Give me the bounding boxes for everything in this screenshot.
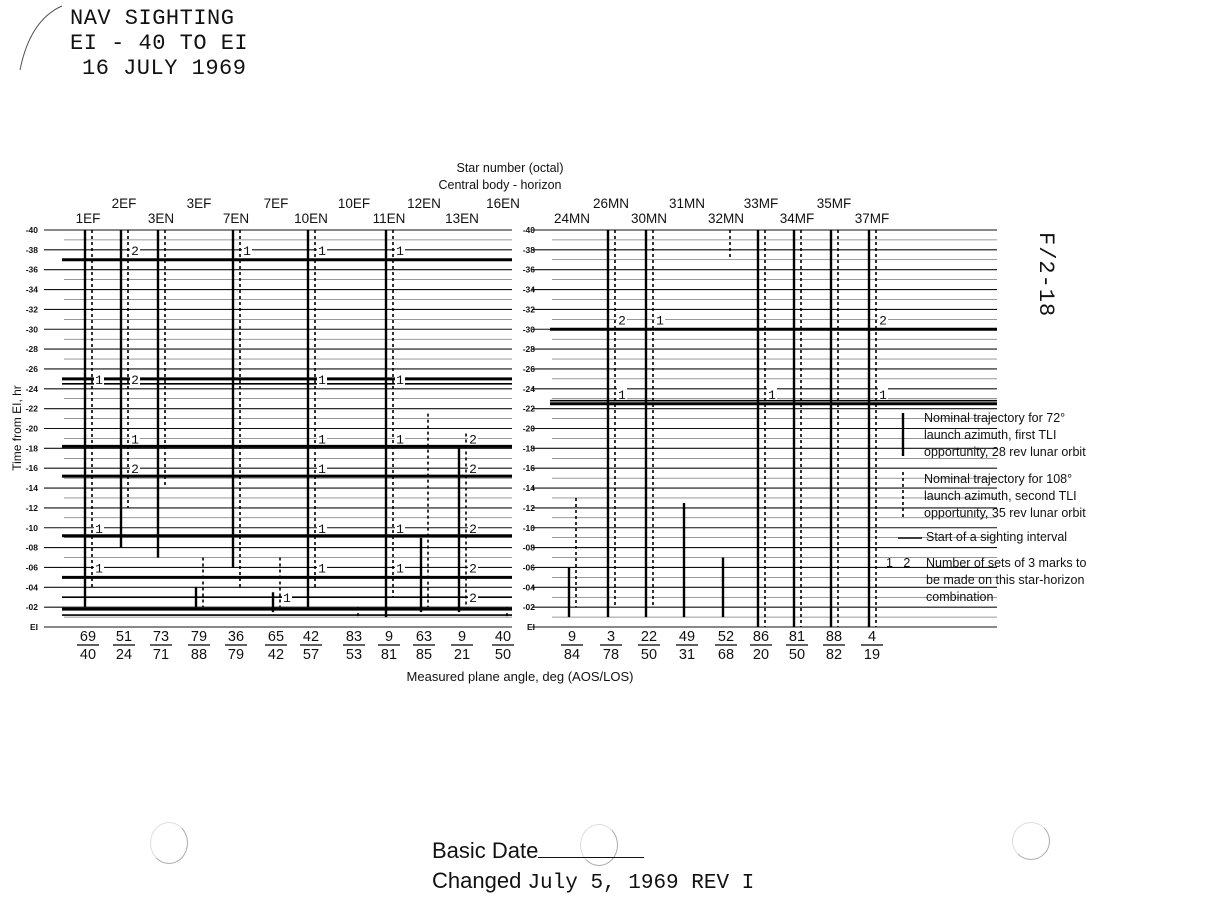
y-tick-label: -30 — [522, 324, 535, 335]
mark-count: 1 — [618, 387, 626, 403]
aos-value: 3 — [606, 629, 616, 645]
los-value: 79 — [227, 647, 245, 663]
mark-count: 2 — [469, 521, 477, 537]
los-value: 21 — [453, 647, 471, 663]
mark-count: 1 — [318, 462, 326, 478]
star-label: 1EF — [75, 211, 101, 226]
los-value: 53 — [345, 647, 363, 663]
star-label: 7EN — [222, 211, 250, 226]
page-id: F/2-18 — [1033, 232, 1058, 318]
star-label: 24MN — [553, 211, 591, 226]
legend-interval — [926, 529, 1067, 546]
y-tick-label: -38 — [522, 244, 535, 255]
y-tick-label: -12 — [522, 502, 535, 513]
aos-value: 86 — [752, 629, 770, 645]
y-tick-label: -38 — [25, 244, 38, 255]
y-tick-label: -02 — [522, 602, 535, 613]
star-label: 3EF — [186, 196, 212, 211]
basic-date-label: Basic Date — [432, 838, 539, 863]
legend-marks — [886, 555, 1136, 606]
mark-count: 2 — [469, 432, 477, 448]
y-tick-label: -24 — [25, 383, 38, 394]
star-label: 30MN — [630, 211, 668, 226]
aos-value: 49 — [678, 629, 696, 645]
star-label: 11EN — [372, 211, 406, 226]
aos-value: 88 — [825, 629, 843, 645]
y-tick-label: -24 — [522, 383, 535, 394]
y-tick-label: -14 — [522, 483, 535, 494]
legend-text: Nominal trajectory for 72° — [924, 411, 1066, 425]
mark-count: 2 — [469, 561, 477, 577]
y-tick-label: -32 — [522, 304, 535, 315]
mark-count: 2 — [879, 313, 887, 329]
mark-count: 1 — [318, 521, 326, 537]
legend-text: opportunity, 28 rev lunar orbit — [924, 445, 1086, 459]
star-label: 10EN — [294, 211, 328, 226]
los-value: 42 — [267, 647, 285, 663]
los-value: 85 — [415, 647, 433, 663]
aos-value: 9 — [384, 629, 394, 645]
y-tick-label: -40 — [522, 225, 535, 235]
aos-value: 63 — [415, 629, 433, 645]
los-value: 88 — [190, 647, 208, 663]
legend-text: launch azimuth, second TLI — [924, 489, 1077, 503]
star-label: 35MF — [816, 196, 852, 211]
mark-count: 1 — [656, 313, 664, 329]
mark-count: 1 — [396, 372, 404, 388]
star-label: 2EF — [111, 196, 137, 211]
y-tick-label: -06 — [25, 562, 38, 573]
y-tick-label: -36 — [25, 264, 38, 275]
mark-count: 1 — [879, 387, 887, 403]
star-label: 10EF — [337, 196, 371, 211]
los-value: 57 — [302, 647, 320, 663]
mark-count: 1 — [768, 387, 776, 403]
y-tick-label: -04 — [25, 582, 38, 593]
changed-value: July 5, 1969 REV I — [527, 872, 755, 895]
star-label: 33MF — [743, 196, 779, 211]
mark-count: 1 — [396, 521, 404, 537]
star-label: 13EN — [445, 211, 479, 226]
y-tick-label: -20 — [522, 423, 535, 434]
aos-value: 83 — [345, 629, 363, 645]
star-label: 7EF — [263, 196, 289, 211]
y-tick-label: -16 — [25, 463, 38, 474]
los-value: 71 — [152, 647, 170, 663]
mark-count: 1 — [318, 372, 326, 388]
y-tick-label: -18 — [522, 443, 535, 454]
header-line-1: NAV SIGHTING — [70, 6, 235, 31]
mark-count: 2 — [469, 462, 477, 478]
x-axis-label: Measured plane angle, deg (AOS/LOS) — [406, 669, 634, 684]
y-tick-label: -36 — [522, 264, 535, 275]
mark-count: 2 — [131, 243, 139, 259]
star-label: 37MF — [854, 211, 890, 226]
aos-value: 9 — [567, 629, 577, 645]
mark-count: 1 — [318, 243, 326, 259]
y-tick-label: -08 — [25, 542, 38, 553]
y-tick-label: -06 — [522, 562, 535, 573]
aos-value: 52 — [717, 629, 735, 645]
los-value: 19 — [863, 647, 881, 663]
y-tick-label: -20 — [25, 423, 38, 434]
aos-value: 81 — [788, 629, 806, 645]
y-tick-label: -08 — [522, 542, 535, 553]
y-tick-label: -30 — [25, 324, 38, 335]
y-tick-label: -22 — [522, 403, 535, 414]
los-value: 68 — [717, 647, 735, 663]
mark-count: 1 — [318, 561, 326, 577]
mark-count: 2 — [469, 591, 477, 607]
aos-value: 69 — [79, 629, 97, 645]
y-tick-label: -22 — [25, 403, 38, 414]
legend-text: be made on this star-horizon — [926, 573, 1085, 587]
y-axis-label: Time from EI, hr — [10, 385, 24, 471]
aos-value: 22 — [640, 629, 658, 645]
star-label: 3EN — [147, 211, 175, 226]
star-label: 32MN — [707, 211, 745, 226]
mark-count: 1 — [95, 372, 103, 388]
y-tick-label: -04 — [522, 582, 535, 593]
y-tick-label: -26 — [522, 363, 535, 374]
y-tick-label: -14 — [25, 483, 38, 494]
mark-count: 2 — [131, 372, 139, 388]
legend-dotted — [924, 471, 1086, 522]
mark-count: 1 — [396, 243, 404, 259]
legend-text: Nominal trajectory for 108° — [924, 472, 1073, 486]
y-tick-label: -28 — [522, 344, 535, 355]
aos-value: 73 — [152, 629, 170, 645]
los-value: 81 — [380, 647, 398, 663]
legend-text: Number of sets of 3 marks to — [926, 556, 1087, 570]
los-value: 40 — [79, 647, 97, 663]
y-tick-label: -34 — [522, 284, 535, 295]
aos-value: 9 — [457, 629, 467, 645]
y-tick-label: -40 — [25, 225, 38, 235]
star-label: 31MN — [668, 196, 706, 211]
los-value: 50 — [788, 647, 806, 663]
mark-count: 1 — [95, 561, 103, 577]
los-value: 82 — [825, 647, 843, 663]
los-value: 84 — [563, 647, 581, 663]
y-tick-label: EI — [29, 622, 38, 632]
legend-text: opportunity, 35 rev lunar orbit — [924, 506, 1086, 520]
corner-mark — [20, 6, 62, 70]
legend-text: launch azimuth, first TLI — [924, 428, 1057, 442]
star-label: 34MF — [779, 211, 815, 226]
mark-count: 2 — [131, 462, 139, 478]
aos-value: 40 — [494, 629, 512, 645]
basic-date-blank — [538, 839, 644, 858]
star-label: 16EN — [486, 196, 520, 211]
legend-text: Start of a sighting interval — [926, 530, 1068, 544]
aos-value: 51 — [115, 629, 133, 645]
aos-value: 65 — [267, 629, 285, 645]
y-tick-label: EI — [526, 622, 535, 632]
star-label: 12EN — [407, 196, 441, 211]
y-tick-label: -34 — [25, 284, 38, 295]
mark-count: 1 — [318, 432, 326, 448]
y-tick-label: -18 — [25, 443, 38, 454]
y-tick-label: -12 — [25, 502, 38, 513]
y-tick-label: -10 — [522, 522, 535, 533]
y-tick-label: -26 — [25, 363, 38, 374]
star-label: 26MN — [592, 196, 630, 211]
header-line-3: 16 JULY 1969 — [82, 56, 247, 81]
mark-count: 1 — [131, 432, 139, 448]
aos-value: 4 — [867, 629, 877, 645]
los-value: 24 — [115, 647, 133, 663]
hole-punch-mark — [1012, 822, 1050, 860]
y-tick-label: -32 — [25, 304, 38, 315]
mark-count: 1 — [243, 243, 251, 259]
aos-value: 79 — [190, 629, 208, 645]
los-value: 78 — [602, 647, 620, 663]
y-tick-label: -28 — [25, 344, 38, 355]
los-value: 20 — [752, 647, 770, 663]
mark-count: 2 — [618, 313, 626, 329]
header-line-2: EI - 40 TO EI — [70, 31, 249, 56]
legend-mark-symbols: 1 2 — [886, 556, 911, 570]
chart-subtitle: Central body - horizon — [438, 178, 562, 192]
legend-solid — [924, 410, 1086, 461]
los-value: 31 — [678, 647, 696, 663]
y-tick-label: -10 — [25, 522, 38, 533]
mark-count: 1 — [95, 521, 103, 537]
legend-text: combination — [926, 590, 994, 604]
los-value: 50 — [494, 647, 512, 663]
changed-label: Changed — [432, 868, 522, 893]
chart-title: Star number (octal) — [456, 161, 564, 175]
y-tick-label: -02 — [25, 602, 38, 613]
los-value: 50 — [640, 647, 658, 663]
mark-count: 1 — [396, 561, 404, 577]
mark-count: 1 — [283, 591, 291, 607]
hole-punch-mark — [150, 822, 188, 864]
aos-value: 42 — [302, 629, 320, 645]
document-footer — [432, 836, 754, 899]
mark-count: 1 — [396, 432, 404, 448]
aos-value: 36 — [227, 629, 245, 645]
y-tick-label: -16 — [522, 463, 535, 474]
